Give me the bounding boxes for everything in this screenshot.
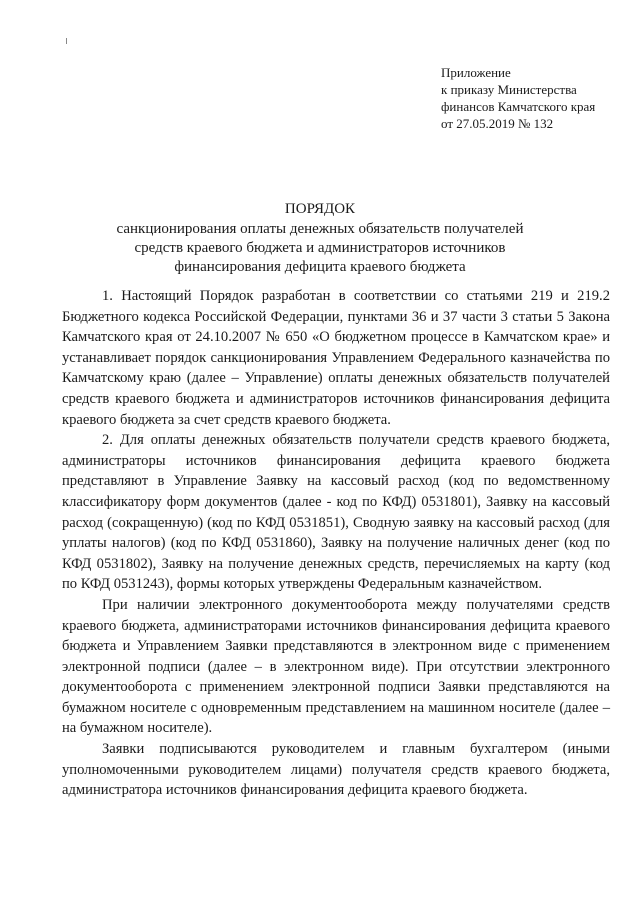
paragraph: При наличии электронного документооборота между получателями средств краевого бюджета, администраторами источников финансирования дефицита краевого бюджета и Управлением Заявки представляются в электронном виде с применением электронной подписи (далее – в электронном виде). При отсутствии электронного документооборота с применением электронной подписи Заявки представляются на бумажном носителе с одновременным представлением на машинном носителе (далее – на бумажном носителе). (62, 596, 610, 737)
document-subtitle (0, 220, 640, 277)
appendix-line: к приказу Министерства (441, 82, 577, 97)
appendix-line: финансов Камчатского края (441, 99, 596, 114)
document-title: ПОРЯДОК (284, 201, 356, 217)
subtitle-line: санкционирования оплаты денежных обязательств получателей (116, 221, 524, 237)
paragraph: 2. Для оплаты денежных обязательств получатели средств краевого бюджета, администраторы источников финансирования дефицита краевого бюджета представляют в Управление Заявку на кассовый расход (код по ведомственному классификатору форм документов (далее - код по КФД) 0531801), Заявку на кассовый расход (сокращенную) (код по КФД 0531851), Сводную заявку на кассовый расход (для уплаты налогов) (код по КФД 0531860), Заявку на получение наличных денег (код по КФД 0531802), Заявку на получение денежных средств, перечисляемых на карту (код по КФД 0531243), формы которых утверждены Федеральным казначейством. (62, 432, 610, 593)
paragraph: 1. Настоящий Порядок разработан в соответствии со статьями 219 и 219.2 Бюджетного кодекса Российской Федерации, пунктами 36 и 37 части 3 статьи 5 Закона Камчатского края от 24.10.2007 № 650 «О бюджетном процессе в Камчатском крае» и устанавливает порядок санкционирования Управлением Федерального казначейства по Камчатскому краю (далее – Управление) оплаты денежных обязательств получателей средств краевого бюджета и администраторов источников финансирования дефицита краевого бюджета за счет средств краевого бюджета. (62, 288, 610, 428)
scan-mark (66, 38, 67, 44)
paragraph: Заявки подписываются руководителем и главным бухгалтером (иными уполномоченными руководителем лицами) получателя средств краевого бюджета, администратора источников финансирования дефицита краевого бюджета. (62, 741, 610, 799)
subtitle-line: средств краевого бюджета и администраторов источников (134, 240, 506, 256)
subtitle-line: финансирования дефицита краевого бюджета (174, 259, 466, 275)
appendix-line: от 27.05.2019 № 132 (441, 116, 554, 131)
appendix-line: Приложение (441, 65, 511, 80)
document-body (62, 286, 610, 801)
appendix-block (441, 64, 595, 132)
